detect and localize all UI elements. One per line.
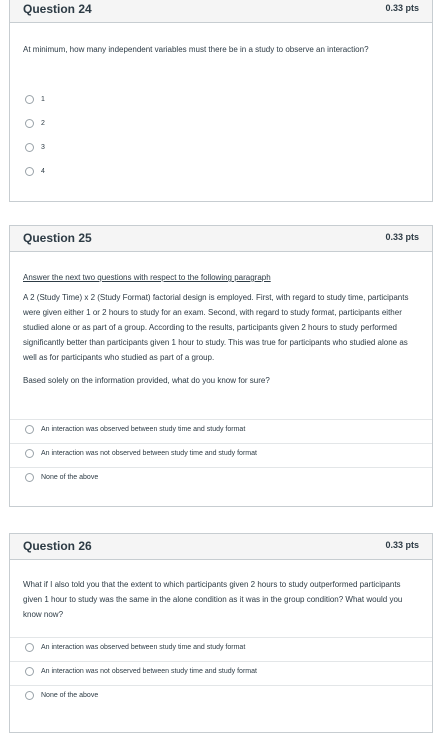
answer-option[interactable] [10,138,432,160]
answer-label: 3 [41,144,45,151]
answer-option[interactable] [10,419,432,441]
question-points: 0.33 pts [385,232,419,242]
answer-label: An interaction was observed between study time and study format [41,426,246,433]
paragraph-heading: Answer the next two questions with respect to the following paragraph [23,273,271,282]
answer-option[interactable] [10,90,432,112]
answer-label: None of the above [41,474,99,481]
question-26-card [9,533,433,733]
radio-button[interactable] [25,425,34,434]
answer-label: An interaction was observed between study time and study format [41,644,246,651]
question-header [10,226,432,252]
question-header [10,0,432,23]
question-text: What if I also told you that the extent to which participants given 2 hours to study outperformed participants given 1 hour to study was the same in the alone condition as it was in the group condition? What would you know now? [23,580,403,619]
question-header [10,534,432,560]
answer-label: 4 [41,168,45,175]
radio-button[interactable] [25,449,34,458]
radio-button[interactable] [25,95,34,104]
answer-option[interactable] [10,162,432,184]
radio-button[interactable] [25,691,34,700]
question-title: Question 25 [23,231,92,245]
answer-option[interactable] [10,114,432,136]
scenario-paragraph: A 2 (Study Time) x 2 (Study Format) factorial design is employed. First, with regard to study time, participants were given either 1 or 2 hours to study for an exam. Second, with regard to study format, participants either studied alone or as part of a group. According to the results, participants given 2 hours to study performed significantly better than participants given 1 hour to study. This was true for participants who studied alone as well as for participants who studied as part of a group. [23,293,409,362]
question-text [23,270,419,388]
radio-button[interactable] [25,667,34,676]
answer-option[interactable] [10,467,432,489]
answer-option[interactable] [10,685,432,707]
question-title: Question 26 [23,539,92,553]
answer-label: 1 [41,96,45,103]
radio-button[interactable] [25,473,34,482]
answer-label: 2 [41,120,45,127]
question-24-card [9,0,433,202]
radio-button[interactable] [25,643,34,652]
radio-button[interactable] [25,119,34,128]
answer-option[interactable] [10,661,432,683]
question-points: 0.33 pts [385,540,419,550]
radio-button[interactable] [25,167,34,176]
question-points: 0.33 pts [385,3,419,13]
question-text: At minimum, how many independent variables must there be in a study to observe an interaction? [23,45,369,54]
question-prompt: Based solely on the information provided, what do you know for sure? [23,376,270,385]
radio-button[interactable] [25,143,34,152]
answer-label: None of the above [41,692,99,699]
answer-option[interactable] [10,443,432,465]
answer-label: An interaction was not observed between study time and study format [41,668,257,675]
answer-label: An interaction was not observed between study time and study format [41,450,257,457]
answer-option[interactable] [10,637,432,659]
question-25-card [9,225,433,507]
question-title: Question 24 [23,2,92,16]
